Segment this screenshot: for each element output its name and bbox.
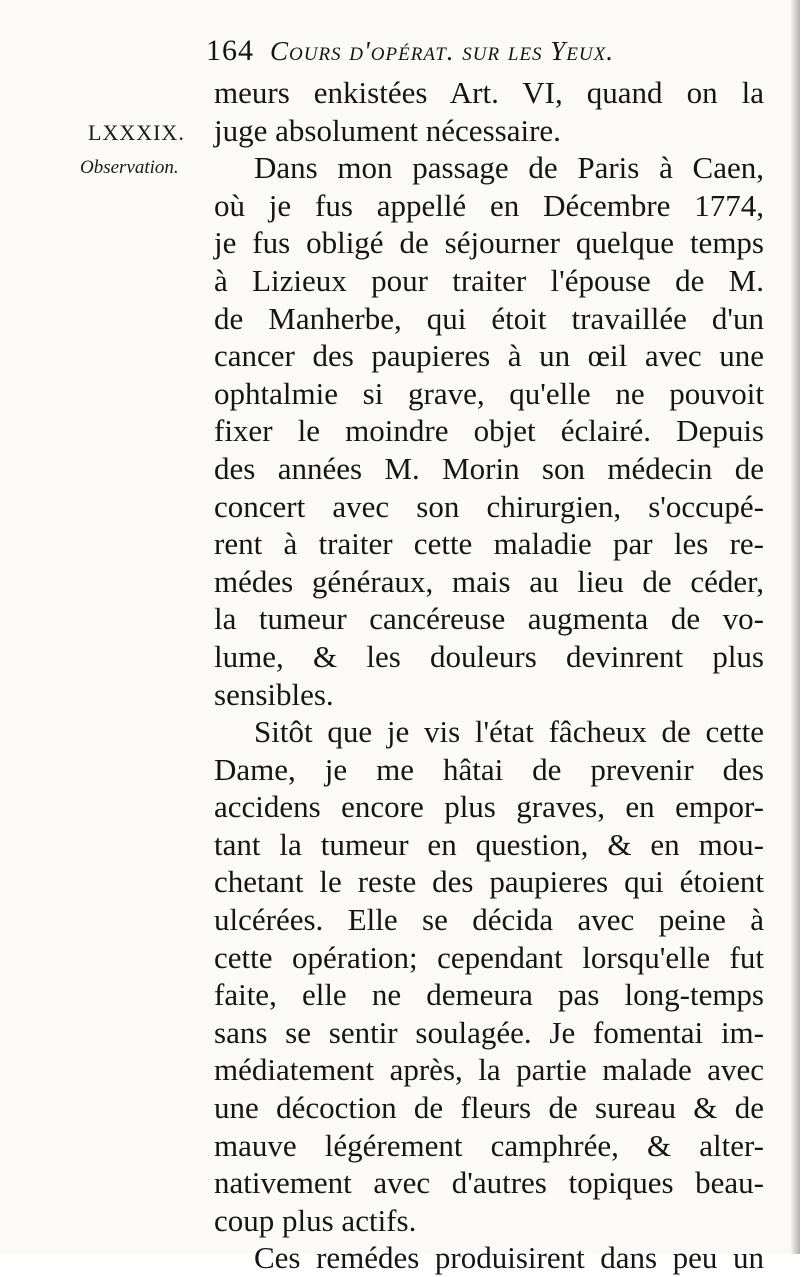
page-number: 164 — [206, 34, 254, 67]
text-line: coup plus actifs. — [214, 1202, 417, 1238]
text-line: médiatement après, la partie malade avec — [214, 1052, 764, 1088]
text-line: nativement avec d'autres topiques beau- — [214, 1165, 764, 1201]
text-line: concert avec son chirurgien, s'occupé- — [214, 488, 764, 524]
text-line: Sitôt que je vis l'état fâcheux de cette — [254, 714, 764, 750]
text-line: Ces remédes produisirent dans peu un — [254, 1240, 764, 1276]
text-line: ulcérées. Elle se décida avec peine à — [214, 902, 764, 938]
text-line: sans se sentir soulagée. Je fomentai im- — [214, 1014, 764, 1050]
text-line: sensibles. — [214, 676, 334, 712]
text-line: où je fus appellé en Décembre 1774, — [214, 187, 764, 223]
text-line: une décoction de fleurs de sureau & de — [214, 1090, 764, 1126]
text-line: lume, & les douleurs devinrent plus — [214, 638, 764, 674]
text-line: accidens encore plus graves, en empor- — [214, 789, 764, 825]
article-number: LXXXIX. — [88, 120, 185, 145]
text-line: meurs enkistées Art. VI, quand on la — [214, 75, 764, 110]
text-line: ophtalmie si grave, qu'elle ne pouvoit — [214, 375, 764, 411]
text-line: Dans mon passage de Paris à Caen, — [254, 150, 764, 186]
text-line: cette opération; cependant lorsqu'elle fut — [214, 939, 764, 975]
text-line: de Manherbe, qui étoit travaillée d'un — [214, 300, 764, 336]
body-text — [214, 74, 764, 1277]
page-header — [206, 34, 766, 78]
text-line: tant la tumeur en question, & en mou- — [214, 826, 764, 862]
running-title: Cours d'opérat. sur les Yeux. — [270, 36, 615, 66]
text-line: mauve légérement camphrée, & alter- — [214, 1127, 764, 1163]
text-line: à Lizieux pour traiter l'épouse de M. — [214, 262, 764, 298]
text-line: la tumeur cancéreuse augmenta de vo- — [214, 601, 764, 637]
margin-note: Observation. — [80, 157, 179, 178]
page-edge-shadow — [790, 0, 800, 1254]
text-line: des années M. Morin son médecin de — [214, 450, 764, 486]
text-line: chetant le reste des paupieres qui étoient — [214, 864, 764, 900]
text-line: médes généraux, mais au lieu de céder, — [214, 563, 764, 599]
text-line: juge absolument nécessaire. — [214, 112, 561, 148]
text-line: Dame, je me hâtai de prevenir des — [214, 751, 764, 787]
text-line: faite, elle ne demeura pas long-temps — [214, 977, 764, 1013]
text-line: je fus obligé de séjourner quelque temps — [214, 225, 764, 261]
text-line: rent à traiter cette maladie par les re- — [214, 526, 764, 562]
text-line: fixer le moindre objet éclairé. Depuis — [214, 413, 764, 449]
text-line: cancer des paupieres à un œil avec une — [214, 338, 764, 374]
